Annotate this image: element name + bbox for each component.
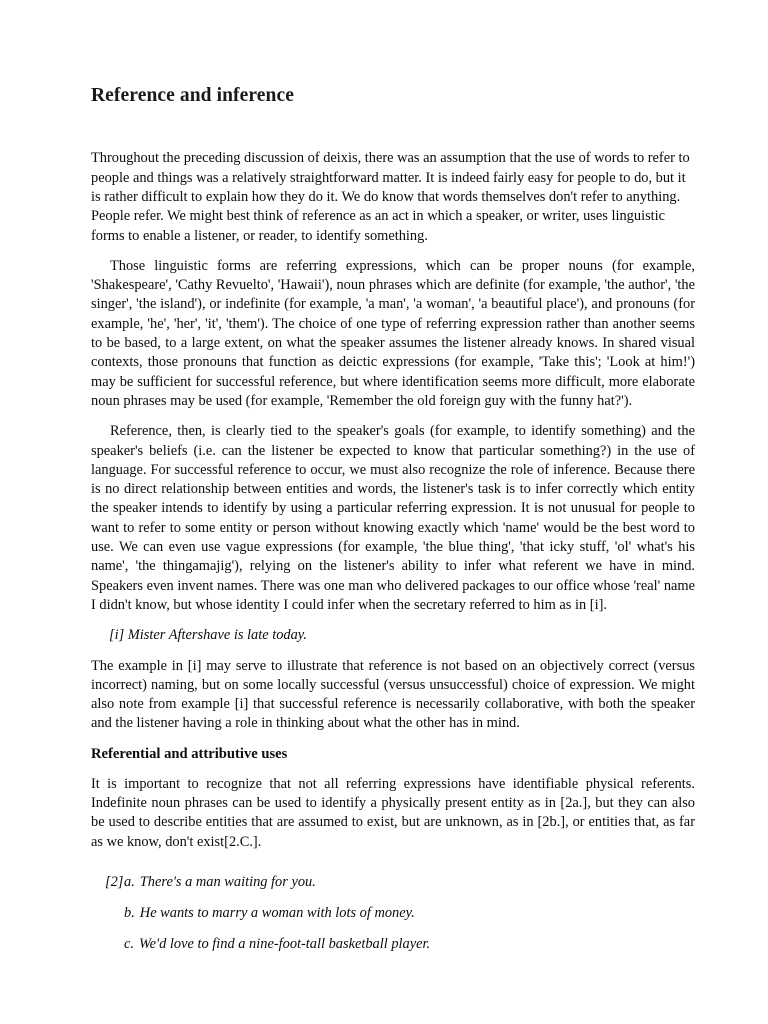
page-title: Reference and inference (91, 85, 295, 106)
paragraph-intro: Throughout the preceding discussion of deixis, there was an assumption that the use of words to refer to people and things was a relatively straightforward matter. It is indeed fairly easy for people to do, but it is rather difficult to explain how they do it. We do know that words themselves don't refer to anything. People refer. We might best think of reference as an act in which a speaker, or writer, uses linguistic forms to enable a listener, or reader, to identify something. (91, 150, 690, 244)
document-content (91, 84, 695, 967)
example-2-letter-a: a. (124, 873, 135, 890)
example-2-number-spacer (91, 904, 124, 923)
paragraph-referring-expressions: Those linguistic forms are referring expressions, which can be proper nouns (for example, 'Shakespeare', 'Cathy Revuelto', 'Hawaii'), noun phrases which are definite (for example, 'the author', 'the singer', 'the island'), or indefinite (for example, 'a man', 'a woman', 'a beautiful place'), and pronouns (for example, 'he', 'her', 'it', 'them'). The choice of one type of referring expression rather than another seems to be based, to a large extent, on what the speaker assumes the listener already knows. In shared visual contexts, those pronouns that function as deictic expressions (for example, 'Take this'; 'Look at him!') may be sufficient for successful reference, but where identification seems more difficult, more elaborate noun phrases may be used (for example, 'Remember the old foreign guy with the funny hat?'). (91, 257, 695, 409)
spacer (91, 863, 695, 873)
example-2-item-c (91, 935, 695, 954)
example-2-text-b: He wants to marry a woman with lots of money. (139, 905, 415, 922)
paragraph-after-example-i: The example in [i] may serve to illustrate that reference is not based on an objectively correct (versus incorrect) naming, but on some locally successful (versus unsuccessful) choice of expression. We might also note from example [i] that successful reference is necessarily collaborative, with both the speaker and the listener having a role in thinking about what the other has in mind. (91, 657, 695, 732)
example-2-text-c: We'd love to find a nine-foot-tall basketball player. (139, 936, 431, 953)
example-i: [i] Mister Aftershave is late today. (109, 627, 307, 644)
paragraph-reference-and-inference: Reference, then, is clearly tied to the speaker's goals (for example, to identify something) and the speaker's beliefs (i.e. can the listener be expected to know that particular something?) in the use of language. For successful reference to occur, we must also recognize the role of inference. Because there is no direct relationship between entities and words, the listener's task is to infer correctly which entity the speaker intends to identify by using a particular referring expression. It is not unusual for people to want to refer to some entity or person without knowing exactly which 'name' would be the best word to use. We can even use vague expressions (for example, 'the blue thing', 'that icky stuff, 'ol' what's his name', 'the thingamajig'), relying on the listener's ability to infer what referent we have in mind. Speakers even invent names. There was one man who delivered packages to our office whose 'real' name I didn't know, but whose identity I could infer when the secretary referred to him as in [i]. (91, 423, 695, 613)
example-2-number-spacer (91, 935, 124, 954)
example-2-letter-c: c. (124, 936, 134, 953)
section-heading-referential-attributive: Referential and attributive uses (91, 745, 288, 762)
example-2-item-b (91, 904, 695, 923)
paragraph-referential-attributive: It is important to recognize that not all referring expressions have identifiable physical referents. Indefinite noun phrases can be used to identify a physically present entity as in [2a.], but they can also be used to describe entities that are assumed to exist, but are unknown, as in [2b.], or entities that, as far as we know, don't exist[2.C.]. (91, 775, 695, 850)
example-2-text-a: There's a man waiting for you. (139, 873, 316, 890)
example-2-number: [2] (105, 873, 124, 890)
example-2-item-a (91, 873, 695, 892)
example-2-letter-b: b. (124, 905, 135, 922)
example-2-list (91, 873, 695, 955)
